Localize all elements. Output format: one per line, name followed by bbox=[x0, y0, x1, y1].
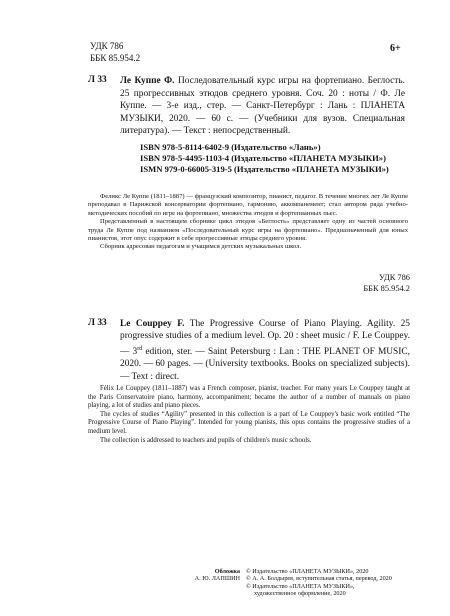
udk-code: УДК 786 bbox=[378, 273, 410, 282]
copyright-line: художественное оформление, 2020 bbox=[254, 590, 346, 598]
ru-annotation bbox=[88, 193, 408, 252]
en-annotation bbox=[88, 385, 410, 445]
ru-author: Ле Куппе Ф. bbox=[120, 76, 175, 86]
cover-label: Обложка bbox=[214, 568, 240, 575]
ru-annotation-paragraph: Сборник адресован педагогам и учащимся детских музыкальных школ. bbox=[100, 243, 302, 251]
ru-codes-right bbox=[340, 272, 410, 294]
en-author: Le Couppey F. bbox=[120, 319, 185, 329]
ru-bibliographic-entry bbox=[120, 75, 405, 138]
copyright-block bbox=[246, 568, 416, 598]
udk-code: УДК 786 bbox=[90, 41, 124, 51]
cover-artist: А. Ю. ЛАПШИН bbox=[194, 575, 240, 583]
en-annotation-paragraph: The collection is addressed to teachers and pupils of children's music schools. bbox=[100, 436, 312, 444]
ru-author-code: Л 33 bbox=[88, 75, 107, 85]
ru-annotation-paragraph: Представленный в настоящем сборнике цикл этюдов «Беглость» представляет одну из частей основного труда Ле Куппе под названием «Последовательный курс игры на фортепиано». Предназначенный для юных пианистов, этот опус содержит в себе прогрессивные этюды среднего уровня. bbox=[88, 218, 408, 243]
copyright-line: © Издательство «ПЛАНЕТА МУЗЫКИ», bbox=[246, 582, 355, 590]
cover-credit bbox=[184, 568, 240, 583]
copyright-line: © Издательство «ПЛАНЕТА МУЗЫКИ», 2020 bbox=[246, 568, 369, 575]
ru-title: Последовательный курс игры на фортепиано. Беглость. 25 прогрессивных этюдов среднего уровня. Соч. 20 : ноты / Ф. Ле Куппе. — 3-е изд., стер. — Санкт-Петербург : Лань : ПЛАНЕТА МУЗЫКИ, 2020. — 60 с. — (Учебники для вузов. Специальная литература). — Текст : непосредственный. bbox=[120, 76, 406, 137]
en-title-cont: edition, ster. — Saint Petersburg : Lan : THE PLANET OF MUSIC, 2020. — 60 pages. — (University textbooks. Books on specialized subjects). — Text : direct. bbox=[120, 346, 410, 382]
copyright-line: © А. А. Болдырев, вступительная статья, перевод, 2020 bbox=[246, 575, 392, 583]
en-author-code: Л 33 bbox=[88, 318, 107, 328]
ru-annotation-paragraph: Феликс Ле Куппе (1811–1887) — французский композитор, пианист, педагог. В течение многих лет Ле Куппе преподавал в Парижской консерватории фортепиано, гармонию, аккомпанемент; стал автором ряда учебно-методических пособий по игре на фортепиано, множества этюдов и фортепианных пьес. bbox=[88, 193, 408, 217]
ordinal-suffix: rd bbox=[137, 345, 143, 352]
en-annotation-paragraph: The cycles of studies “Agility” presented in this collection is a part of Le Couppey's basic work entitled “The Progressive Course of Piano Playing”. Intended for young pianists, this opus contains the progressive studies of a medium level. bbox=[88, 410, 410, 435]
bbk-code: ББК 85.954.2 bbox=[90, 53, 141, 63]
en-bibliographic-entry bbox=[120, 318, 410, 383]
en-annotation-paragraph: Félix Le Couppey (1811–1887) was a French composer, pianist, teacher. For many years Le Couppey taught at the Paris Conservatoire piano, harmony, accompaniment; became the author of a number of manuals on piano playing, a lot of studies and piano pieces. bbox=[88, 385, 410, 410]
en-title: The Progressive Course of Piano Playing. Agility. 25 progressive studies of a medium level. Op. 20 : sheet music / F. Le Couppey. — 3 bbox=[120, 319, 410, 357]
isbn-line: ISBN 978-5-8114-6402-9 (Издательство «Лань») bbox=[140, 142, 321, 152]
ismn-line: ISMN 979-0-66005-319-5 (Издательство «ПЛАНЕТА МУЗЫКИ») bbox=[140, 164, 389, 175]
age-rating: 6+ bbox=[390, 43, 401, 54]
header-classification bbox=[90, 40, 140, 64]
isbn-block bbox=[140, 142, 389, 176]
isbn-line: ISBN 978-5-4495-1103-4 (Издательство «ПЛАНЕТА МУЗЫКИ») bbox=[140, 153, 386, 164]
bbk-code: ББК 85.954.2 bbox=[363, 284, 410, 293]
